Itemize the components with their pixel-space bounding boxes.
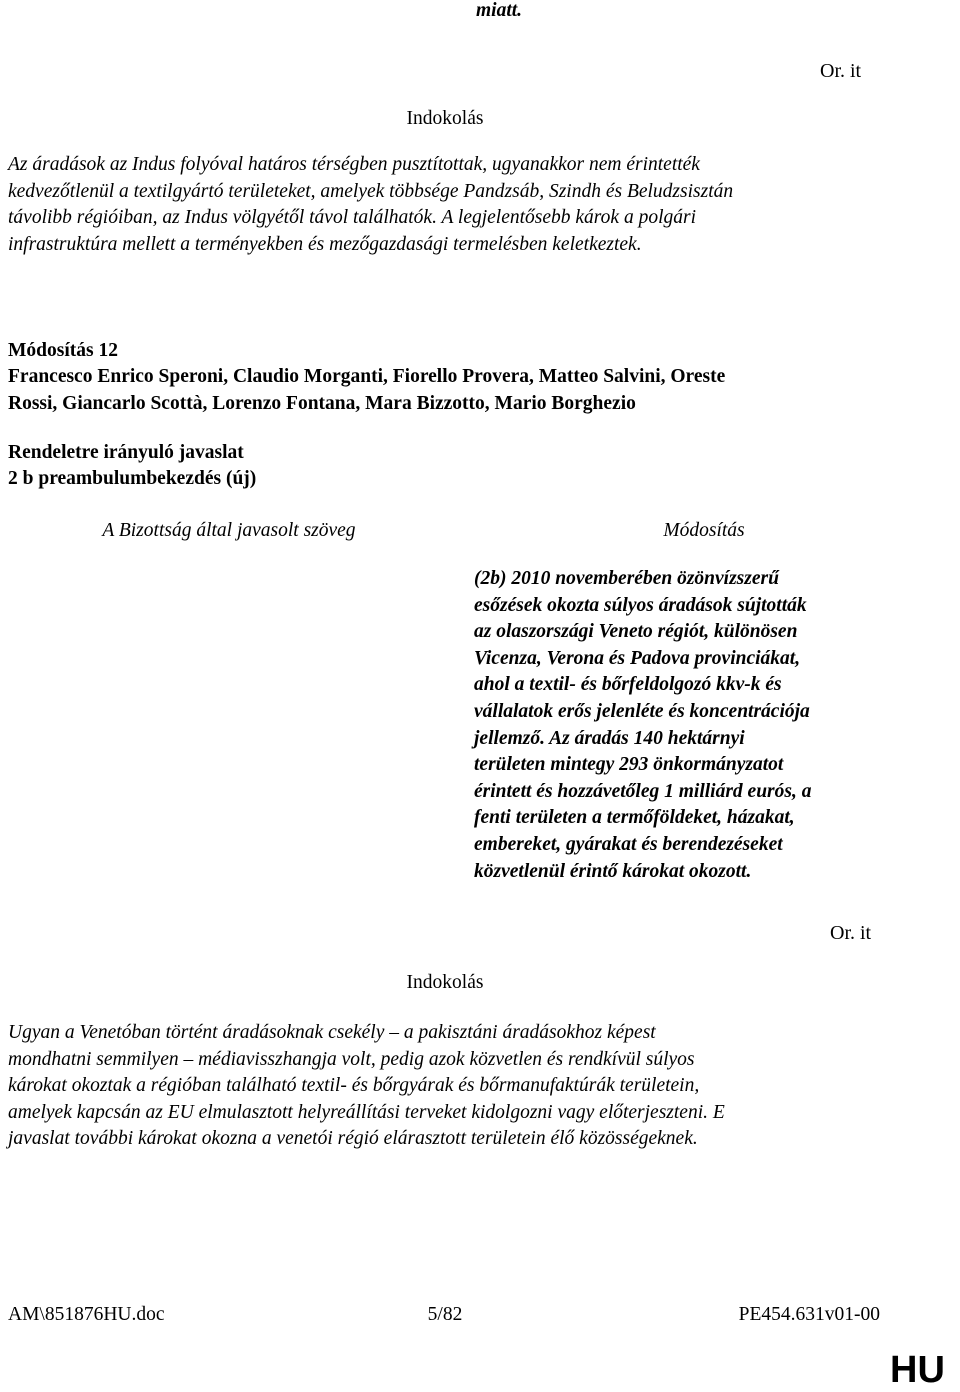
justification-line: amelyek kapcsán az EU elmulasztott helyreállítási terveket kidolgozni vagy előterjeszteni. E bbox=[8, 1101, 725, 1123]
justification-line: infrastruktúra mellett a terményekben és mezőgazdasági termelésben keletkeztek. bbox=[8, 233, 642, 255]
recital-reference: 2 b preambulumbekezdés (új) bbox=[8, 468, 257, 489]
justification-line: Ugyan a Venetóban történt áradásoknak csekély – a pakisztáni áradásokhoz képest bbox=[8, 1022, 656, 1043]
justification-line: károkat okoztak a régióban található textil- és bőrgyárak és bőrmanufaktúrák területein, bbox=[8, 1075, 700, 1097]
original-language-label: Or. it bbox=[820, 60, 862, 82]
amendment-line: érintett és hozzávetőleg 1 milliárd eurós, a bbox=[474, 780, 812, 802]
amendment-line: esőzések okozta súlyos áradások sújtották bbox=[474, 594, 807, 616]
footer-page-number: 5/82 bbox=[427, 1304, 463, 1325]
proposal-title: Rendeletre irányuló javaslat bbox=[8, 442, 244, 463]
justification-text bbox=[8, 152, 908, 258]
amendment-line: vállalatok erős jelenléte és koncentrációja bbox=[474, 700, 810, 722]
amendment-line: ahol a textil- és bőrfeldolgozó kkv-k és bbox=[474, 674, 782, 696]
amendment-line: jellemző. Az áradás 140 hektárnyi bbox=[474, 727, 745, 749]
amendment-line: (2b) 2010 novemberében özönvízszerű bbox=[474, 568, 779, 589]
continued-text-fragment: miatt. bbox=[476, 0, 523, 21]
amendment-line: Vicenza, Verona és Padova provinciákat, bbox=[474, 647, 801, 669]
amendment-line: területen mintegy 293 önkormányzatot bbox=[474, 754, 784, 776]
justification-heading: Indokolás bbox=[406, 972, 484, 993]
footer-pe-reference: PE454.631v01-00 bbox=[738, 1304, 880, 1325]
language-code: HU bbox=[890, 1349, 945, 1391]
justification-line: mondhatni semmilyen – médiavisszhangja volt, pedig azok közvetlen és rendkívül súlyos bbox=[8, 1048, 695, 1070]
justification-line: javaslat további károkat okozna a venetói régió elárasztott területein élő közösségeknek. bbox=[8, 1128, 698, 1150]
amendment-line: embereket, gyárakat és berendezéseket bbox=[474, 833, 783, 855]
justification-line: kedvezőtlenül a textilgyártó területeket, amelyek többsége Pandzsáb, Szindh és Beludzsisztán bbox=[8, 180, 734, 202]
amendment-line: közvetlenül érintő károkat okozott. bbox=[474, 860, 752, 882]
footer-document-reference: AM\851876HU.doc bbox=[8, 1304, 165, 1325]
original-language-label: Or. it bbox=[830, 922, 872, 944]
authors-line: Rossi, Giancarlo Scottà, Lorenzo Fontana, Mara Bizzotto, Mario Borghezio bbox=[8, 392, 636, 414]
amendment-text bbox=[474, 566, 914, 885]
commission-text-column-header: A Bizottság által javasolt szöveg bbox=[102, 520, 356, 541]
amendment-authors bbox=[8, 364, 908, 417]
justification-line: Az áradások az Indus folyóval határos térségben pusztítottak, ugyanakkor nem érintették bbox=[8, 154, 700, 175]
amendment-line: az olaszországi Veneto régiót, különösen bbox=[474, 621, 798, 643]
amendment-number: Módosítás 12 bbox=[8, 340, 118, 361]
justification-text bbox=[8, 1020, 908, 1153]
amendment-column-header: Módosítás bbox=[663, 520, 745, 541]
justification-line: távolibb régióiban, az Indus völgyétől távol találhatók. A legjelentősebb károk a polgári bbox=[8, 207, 697, 229]
justification-heading: Indokolás bbox=[406, 108, 484, 129]
amendment-line: fenti területen a termőföldeket, házakat, bbox=[474, 807, 795, 829]
authors-line: Francesco Enrico Speroni, Claudio Morganti, Fiorello Provera, Matteo Salvini, Oreste bbox=[8, 366, 726, 387]
